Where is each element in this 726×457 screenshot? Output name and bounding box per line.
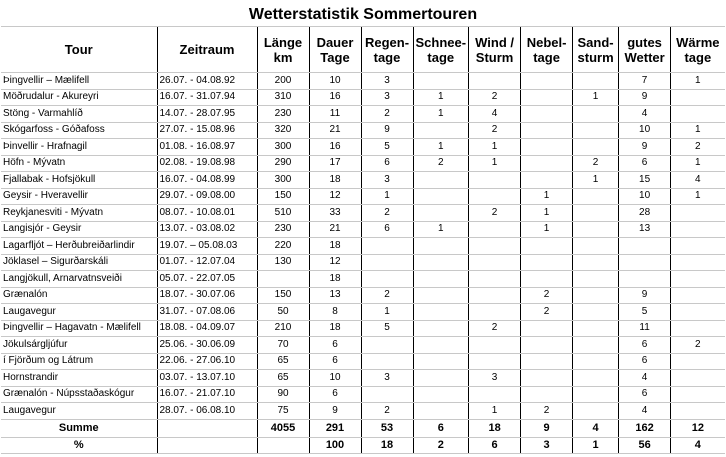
header-row — [1, 27, 725, 73]
cell-nebel — [521, 320, 573, 337]
cell-laenge: 50 — [257, 304, 309, 321]
summe-label: Summe — [1, 419, 157, 437]
cell-sand — [573, 403, 619, 420]
table-row — [1, 89, 725, 106]
cell-waerme: 2 — [671, 337, 725, 354]
cell-nebel: 1 — [521, 221, 573, 238]
summe-wind: 18 — [469, 419, 521, 437]
table-row — [1, 122, 725, 139]
header-gutes: gutes Wetter — [619, 27, 671, 73]
table-row — [1, 172, 725, 189]
cell-laenge: 220 — [257, 238, 309, 255]
cell-regen: 6 — [361, 221, 413, 238]
cell-zeitraum: 08.07. - 10.08.01 — [157, 205, 257, 222]
cell-waerme — [671, 386, 725, 403]
cell-tour: Laugavegur — [1, 403, 157, 420]
cell-regen: 6 — [361, 155, 413, 172]
cell-gutes: 9 — [619, 287, 671, 304]
cell-waerme: 2 — [671, 139, 725, 156]
cell-dauer: 18 — [309, 271, 361, 288]
table-row — [1, 337, 725, 354]
cell-sand — [573, 370, 619, 387]
cell-nebel — [521, 386, 573, 403]
cell-schnee — [413, 188, 469, 205]
cell-regen: 3 — [361, 172, 413, 189]
cell-schnee — [413, 320, 469, 337]
cell-zeitraum: 16.07. - 21.07.10 — [157, 386, 257, 403]
cell-laenge: 130 — [257, 254, 309, 271]
cell-nebel — [521, 73, 573, 90]
cell-waerme — [671, 320, 725, 337]
cell-schnee — [413, 271, 469, 288]
cell-waerme — [671, 89, 725, 106]
cell-dauer: 16 — [309, 139, 361, 156]
cell-laenge — [257, 271, 309, 288]
cell-nebel — [521, 172, 573, 189]
cell-waerme — [671, 304, 725, 321]
cell-sand — [573, 205, 619, 222]
cell-zeitraum: 27.07. - 15.08.96 — [157, 122, 257, 139]
cell-wind — [469, 353, 521, 370]
table-row — [1, 403, 725, 420]
cell-schnee: 1 — [413, 139, 469, 156]
cell-sand — [573, 320, 619, 337]
prozent-schnee: 2 — [413, 437, 469, 453]
cell-nebel: 1 — [521, 188, 573, 205]
cell-sand — [573, 287, 619, 304]
cell-wind — [469, 271, 521, 288]
cell-gutes: 10 — [619, 122, 671, 139]
cell-gutes — [619, 254, 671, 271]
cell-nebel — [521, 139, 573, 156]
cell-wind — [469, 73, 521, 90]
prozent-wind: 6 — [469, 437, 521, 453]
cell-tour: í Fjörðum og Látrum — [1, 353, 157, 370]
cell-dauer: 9 — [309, 403, 361, 420]
cell-zeitraum: 31.07. - 07.08.06 — [157, 304, 257, 321]
cell-zeitraum: 03.07. - 13.07.10 — [157, 370, 257, 387]
cell-gutes — [619, 238, 671, 255]
cell-wind — [469, 287, 521, 304]
cell-regen — [361, 238, 413, 255]
cell-zeitraum: 13.07. - 03.08.02 — [157, 221, 257, 238]
cell-waerme — [671, 205, 725, 222]
cell-wind — [469, 386, 521, 403]
prozent-row — [1, 437, 725, 453]
cell-tour: Þingvellir – Mælifell — [1, 73, 157, 90]
cell-regen: 3 — [361, 89, 413, 106]
cell-gutes: 6 — [619, 353, 671, 370]
cell-laenge: 510 — [257, 205, 309, 222]
cell-nebel: 2 — [521, 403, 573, 420]
cell-gutes: 11 — [619, 320, 671, 337]
cell-sand — [573, 188, 619, 205]
cell-laenge: 320 — [257, 122, 309, 139]
cell-tour: Möðrudalur - Akureyri — [1, 89, 157, 106]
cell-regen: 2 — [361, 106, 413, 123]
cell-waerme — [671, 403, 725, 420]
summe-row — [1, 419, 725, 437]
cell-gutes — [619, 271, 671, 288]
cell-dauer: 18 — [309, 238, 361, 255]
cell-zeitraum: 25.06. - 30.06.09 — [157, 337, 257, 354]
cell-zeitraum: 28.07. - 06.08.10 — [157, 403, 257, 420]
cell-waerme — [671, 238, 725, 255]
cell-wind: 2 — [469, 89, 521, 106]
cell-waerme — [671, 370, 725, 387]
cell-dauer: 12 — [309, 188, 361, 205]
cell-dauer: 6 — [309, 337, 361, 354]
cell-regen — [361, 271, 413, 288]
summe-regen: 53 — [361, 419, 413, 437]
summe-waerme: 12 — [671, 419, 725, 437]
header-sand: Sand- sturm — [573, 27, 619, 73]
table-row — [1, 370, 725, 387]
summe-dauer: 291 — [309, 419, 361, 437]
cell-zeitraum: 16.07. - 04.08.99 — [157, 172, 257, 189]
cell-wind: 3 — [469, 370, 521, 387]
table-row — [1, 155, 725, 172]
cell-wind — [469, 188, 521, 205]
cell-gutes: 4 — [619, 403, 671, 420]
cell-schnee: 1 — [413, 221, 469, 238]
cell-waerme: 1 — [671, 155, 725, 172]
cell-sand — [573, 271, 619, 288]
table-row — [1, 205, 725, 222]
prozent-waerme: 4 — [671, 437, 725, 453]
cell-zeitraum: 14.07. - 28.07.95 — [157, 106, 257, 123]
cell-dauer: 10 — [309, 370, 361, 387]
cell-zeitraum: 26.07. - 04.08.92 — [157, 73, 257, 90]
cell-schnee — [413, 172, 469, 189]
cell-laenge: 300 — [257, 139, 309, 156]
table-row — [1, 320, 725, 337]
cell-sand: 1 — [573, 89, 619, 106]
cell-schnee — [413, 353, 469, 370]
prozent-laenge — [257, 437, 309, 453]
table-row — [1, 254, 725, 271]
cell-tour: Jöklasel – Sigurðarskáli — [1, 254, 157, 271]
cell-zeitraum: 05.07. - 22.07.05 — [157, 271, 257, 288]
prozent-gutes: 56 — [619, 437, 671, 453]
cell-zeitraum: 18.08. - 04.09.07 — [157, 320, 257, 337]
cell-dauer: 6 — [309, 386, 361, 403]
header-regen: Regen- tage — [361, 27, 413, 73]
cell-waerme: 1 — [671, 73, 725, 90]
cell-laenge: 150 — [257, 188, 309, 205]
cell-regen — [361, 353, 413, 370]
cell-tour: Stöng - Varmahlíð — [1, 106, 157, 123]
cell-dauer: 18 — [309, 320, 361, 337]
cell-zeitraum: 22.06. - 27.06.10 — [157, 353, 257, 370]
cell-zeitraum: 16.07. - 31.07.94 — [157, 89, 257, 106]
cell-tour: Þinvellir - Hrafnagil — [1, 139, 157, 156]
cell-gutes: 6 — [619, 337, 671, 354]
cell-waerme — [671, 106, 725, 123]
cell-gutes: 6 — [619, 386, 671, 403]
cell-laenge: 75 — [257, 403, 309, 420]
cell-dauer: 8 — [309, 304, 361, 321]
cell-nebel — [521, 122, 573, 139]
cell-regen: 3 — [361, 73, 413, 90]
cell-nebel: 1 — [521, 205, 573, 222]
cell-laenge: 200 — [257, 73, 309, 90]
cell-laenge: 210 — [257, 320, 309, 337]
cell-regen: 1 — [361, 188, 413, 205]
cell-wind — [469, 172, 521, 189]
cell-schnee — [413, 304, 469, 321]
cell-sand — [573, 139, 619, 156]
cell-nebel — [521, 238, 573, 255]
cell-sand — [573, 304, 619, 321]
cell-dauer: 17 — [309, 155, 361, 172]
table-row — [1, 238, 725, 255]
cell-waerme — [671, 287, 725, 304]
prozent-dauer: 100 — [309, 437, 361, 453]
cell-sand — [573, 386, 619, 403]
cell-tour: Lagarfljót – Herðubreiðarlindir — [1, 238, 157, 255]
header-laenge: Länge km — [257, 27, 309, 73]
table-row — [1, 287, 725, 304]
cell-schnee: 1 — [413, 89, 469, 106]
cell-sand — [573, 106, 619, 123]
cell-regen: 3 — [361, 370, 413, 387]
cell-nebel — [521, 337, 573, 354]
header-dauer: Dauer Tage — [309, 27, 361, 73]
summe-nebel: 9 — [521, 419, 573, 437]
cell-tour: Laugavegur — [1, 304, 157, 321]
cell-waerme: 4 — [671, 172, 725, 189]
cell-waerme — [671, 254, 725, 271]
cell-zeitraum: 18.07. - 30.07.06 — [157, 287, 257, 304]
cell-waerme: 1 — [671, 188, 725, 205]
cell-gutes: 13 — [619, 221, 671, 238]
prozent-regen: 18 — [361, 437, 413, 453]
cell-sand — [573, 73, 619, 90]
cell-sand — [573, 337, 619, 354]
cell-nebel: 2 — [521, 304, 573, 321]
cell-dauer: 6 — [309, 353, 361, 370]
header-tour: Tour — [1, 27, 157, 73]
cell-schnee — [413, 386, 469, 403]
table-row — [1, 271, 725, 288]
cell-schnee — [413, 337, 469, 354]
table-row — [1, 188, 725, 205]
table-row — [1, 221, 725, 238]
cell-sand: 2 — [573, 155, 619, 172]
cell-laenge: 230 — [257, 106, 309, 123]
cell-wind — [469, 337, 521, 354]
cell-schnee — [413, 73, 469, 90]
cell-wind — [469, 254, 521, 271]
cell-wind: 4 — [469, 106, 521, 123]
header-zeitraum: Zeitraum — [157, 27, 257, 73]
cell-zeitraum: 01.07. - 12.07.04 — [157, 254, 257, 271]
summe-gutes: 162 — [619, 419, 671, 437]
cell-waerme — [671, 221, 725, 238]
cell-tour: Fjallabak - Hofsjökull — [1, 172, 157, 189]
cell-laenge: 70 — [257, 337, 309, 354]
cell-sand — [573, 238, 619, 255]
cell-laenge: 290 — [257, 155, 309, 172]
cell-schnee — [413, 254, 469, 271]
cell-nebel — [521, 89, 573, 106]
cell-waerme: 1 — [671, 122, 725, 139]
cell-schnee — [413, 122, 469, 139]
cell-sand — [573, 254, 619, 271]
cell-zeitraum: 19.07. – 05.08.03 — [157, 238, 257, 255]
cell-sand — [573, 122, 619, 139]
cell-tour: Hornstrandir — [1, 370, 157, 387]
cell-zeitraum — [157, 437, 257, 453]
cell-schnee: 1 — [413, 106, 469, 123]
table-row — [1, 353, 725, 370]
cell-sand — [573, 353, 619, 370]
cell-laenge: 310 — [257, 89, 309, 106]
cell-laenge: 300 — [257, 172, 309, 189]
cell-zeitraum: 02.08. - 19.08.98 — [157, 155, 257, 172]
cell-gutes: 6 — [619, 155, 671, 172]
cell-wind: 1 — [469, 155, 521, 172]
cell-regen: 5 — [361, 320, 413, 337]
cell-dauer: 18 — [309, 172, 361, 189]
cell-tour: Langisjór - Geysir — [1, 221, 157, 238]
cell-nebel — [521, 353, 573, 370]
cell-zeitraum — [157, 419, 257, 437]
cell-schnee — [413, 205, 469, 222]
cell-nebel — [521, 370, 573, 387]
cell-tour: Langjökull, Arnarvatnsveiði — [1, 271, 157, 288]
cell-regen — [361, 337, 413, 354]
cell-wind: 1 — [469, 139, 521, 156]
cell-schnee — [413, 287, 469, 304]
cell-schnee: 2 — [413, 155, 469, 172]
cell-gutes: 4 — [619, 106, 671, 123]
table-row — [1, 106, 725, 123]
cell-tour: Þingvellir – Hagavatn - Mælifell — [1, 320, 157, 337]
cell-sand: 1 — [573, 172, 619, 189]
summe-schnee: 6 — [413, 419, 469, 437]
cell-wind: 2 — [469, 320, 521, 337]
cell-gutes: 9 — [619, 89, 671, 106]
cell-nebel — [521, 155, 573, 172]
cell-dauer: 33 — [309, 205, 361, 222]
cell-wind — [469, 238, 521, 255]
cell-wind — [469, 304, 521, 321]
table-row — [1, 304, 725, 321]
table-row — [1, 139, 725, 156]
weather-statistics-table — [1, 26, 725, 454]
cell-dauer: 11 — [309, 106, 361, 123]
cell-dauer: 10 — [309, 73, 361, 90]
cell-tour: Höfn - Mývatn — [1, 155, 157, 172]
cell-dauer: 21 — [309, 122, 361, 139]
cell-regen: 9 — [361, 122, 413, 139]
cell-tour: Grænalón — [1, 287, 157, 304]
cell-tour: Reykjanesviti - Mývatn — [1, 205, 157, 222]
cell-laenge: 65 — [257, 353, 309, 370]
cell-schnee — [413, 403, 469, 420]
cell-dauer: 12 — [309, 254, 361, 271]
cell-laenge: 90 — [257, 386, 309, 403]
cell-nebel — [521, 106, 573, 123]
prozent-nebel: 3 — [521, 437, 573, 453]
cell-tour: Grænalón - Núpsstaðaskógur — [1, 386, 157, 403]
summe-sand: 4 — [573, 419, 619, 437]
cell-wind: 2 — [469, 122, 521, 139]
cell-dauer: 16 — [309, 89, 361, 106]
prozent-label: % — [1, 437, 157, 453]
cell-gutes: 28 — [619, 205, 671, 222]
cell-nebel: 2 — [521, 287, 573, 304]
cell-gutes: 5 — [619, 304, 671, 321]
header-waerme: Wärme tage — [671, 27, 725, 73]
cell-regen: 2 — [361, 403, 413, 420]
cell-sand — [573, 221, 619, 238]
table-row — [1, 386, 725, 403]
cell-tour: Skógarfoss - Góðafoss — [1, 122, 157, 139]
prozent-sand: 1 — [573, 437, 619, 453]
cell-regen — [361, 254, 413, 271]
cell-tour: Jökulsárgljúfur — [1, 337, 157, 354]
cell-laenge: 150 — [257, 287, 309, 304]
table-row — [1, 73, 725, 90]
cell-gutes: 7 — [619, 73, 671, 90]
cell-regen: 2 — [361, 287, 413, 304]
cell-tour: Geysir - Hveravellir — [1, 188, 157, 205]
sheet-title: Wetterstatistik Sommertouren — [248, 6, 478, 23]
cell-schnee — [413, 370, 469, 387]
cell-zeitraum: 01.08. - 16.08.97 — [157, 139, 257, 156]
header-wind: Wind / Sturm — [469, 27, 521, 73]
cell-wind: 1 — [469, 403, 521, 420]
cell-waerme — [671, 271, 725, 288]
header-nebel: Nebel- tage — [521, 27, 573, 73]
cell-gutes: 9 — [619, 139, 671, 156]
cell-dauer: 13 — [309, 287, 361, 304]
summe-laenge: 4055 — [257, 419, 309, 437]
cell-wind — [469, 221, 521, 238]
cell-wind: 2 — [469, 205, 521, 222]
cell-dauer: 21 — [309, 221, 361, 238]
cell-regen — [361, 386, 413, 403]
cell-regen: 1 — [361, 304, 413, 321]
header-schnee: Schnee- tage — [413, 27, 469, 73]
cell-regen: 2 — [361, 205, 413, 222]
cell-regen: 5 — [361, 139, 413, 156]
cell-schnee — [413, 238, 469, 255]
cell-nebel — [521, 254, 573, 271]
cell-gutes: 4 — [619, 370, 671, 387]
cell-waerme — [671, 353, 725, 370]
cell-zeitraum: 29.07. - 09.08.00 — [157, 188, 257, 205]
cell-gutes: 10 — [619, 188, 671, 205]
cell-nebel — [521, 271, 573, 288]
cell-laenge: 65 — [257, 370, 309, 387]
cell-laenge: 230 — [257, 221, 309, 238]
cell-gutes: 15 — [619, 172, 671, 189]
